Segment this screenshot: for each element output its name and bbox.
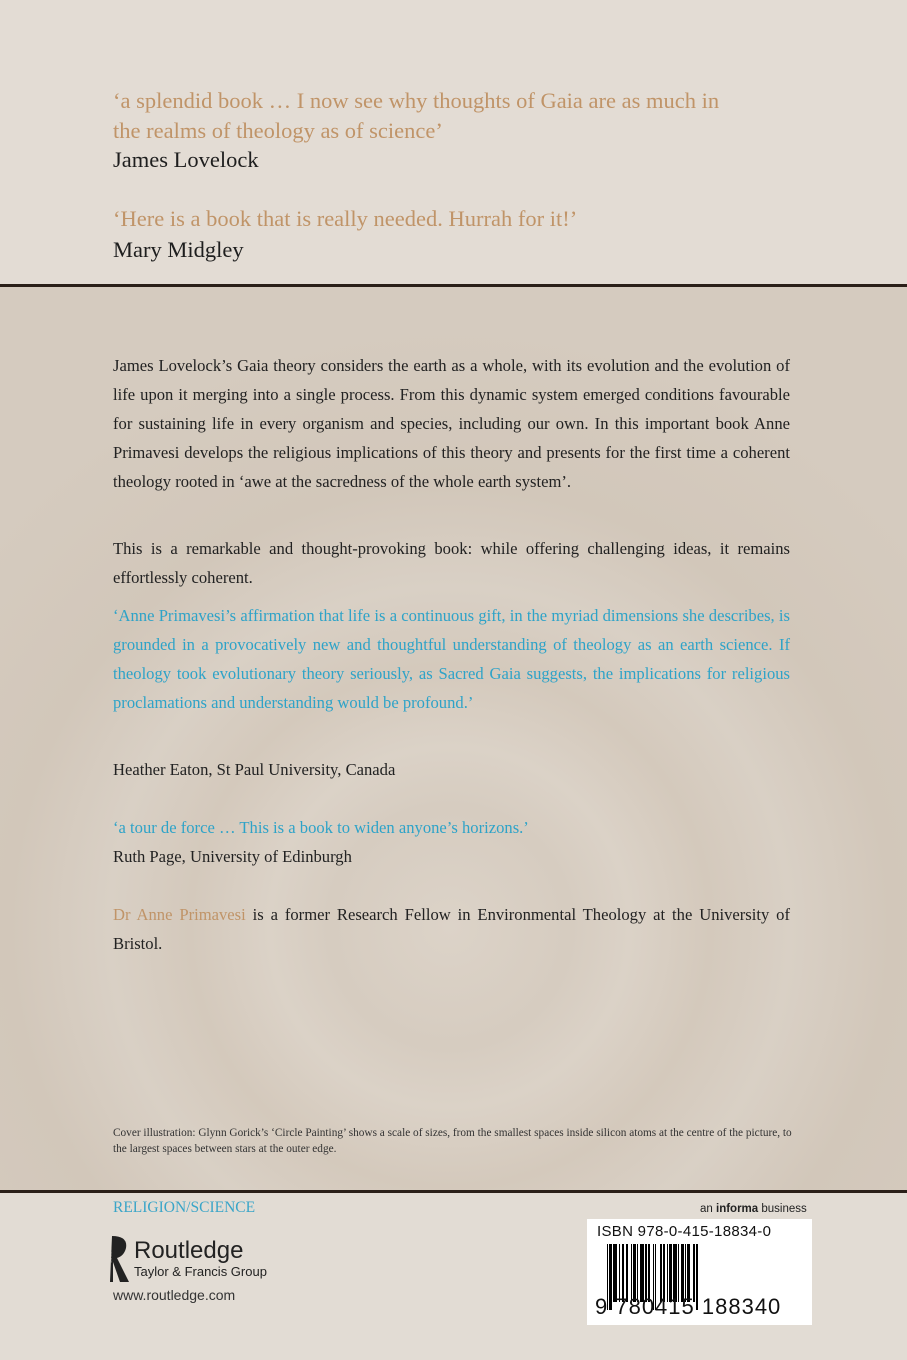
- endorsement-quote: ‘Here is a book that is really needed. Hurrah for it!’: [113, 206, 578, 231]
- endorsement-quote: ‘a splendid book … I now see why thoughts of Gaia are as much in the realms of theology as of science’: [113, 88, 720, 143]
- endorsement-author: Mary Midgley: [113, 237, 244, 262]
- publisher-url[interactable]: www.routledge.com: [113, 1287, 236, 1303]
- divider: [0, 1190, 907, 1193]
- review-quote: ‘a tour de force … This is a book to widen anyone’s horizons.’: [113, 818, 529, 837]
- endorsements-panel: [0, 0, 907, 284]
- isbn-barcode: [587, 1219, 812, 1325]
- publisher-group: Taylor & Francis Group: [134, 1263, 267, 1279]
- author-bio-text: is a former Research Fellow in Environmental Theology at the University of Bristol.: [113, 905, 790, 953]
- author-name: Dr Anne Primavesi: [113, 905, 246, 924]
- cover-credit: Cover illustration: Glynn Gorick’s ‘Circle Painting’ shows a scale of sizes, from the smallest spaces inside silicon atoms at the centre of the picture, to the largest spaces between stars at the outer edge.: [113, 1127, 792, 1155]
- author-bio: [113, 900, 790, 958]
- routledge-logo: [106, 1234, 267, 1282]
- informa-tagline: an informa business: [700, 1203, 807, 1215]
- routledge-r-icon: [106, 1234, 128, 1282]
- category-label: RELIGION/SCIENCE: [113, 1199, 256, 1216]
- review-author: Ruth Page, University of Edinburgh: [113, 847, 352, 866]
- review-author: Heather Eaton, St Paul University, Canada: [113, 760, 396, 779]
- description-paragraph: James Lovelock’s Gaia theory considers the earth as a whole, with its evolution and the evolution of life upon it merging into a single process. From this dynamic system emerged conditions favourable for sustaining life in every organism and species, including our own. In this important book Anne Primavesi develops the religious implications of this theory and presents for the first time a coherent theology rooted in ‘awe at the sacredness of the whole earth system’.: [113, 356, 790, 491]
- svg-text:ROUTLEDGE: ROUTLEDGE: [108, 1238, 113, 1263]
- isbn-text: ISBN 978-0-415-18834-0: [597, 1223, 772, 1240]
- description-paragraph: This is a remarkable and thought-provoking book: while offering challenging ideas, it remains effortlessly coherent.: [113, 539, 790, 587]
- review-quote: ‘Anne Primavesi’s affirmation that life is a continuous gift, in the myriad dimensions she describes, is grounded in a provocatively new and thoughtful understanding of theology as an earth science. If theology took evolutionary theory seriously, as Sacred Gaia suggests, the implications for religious proclamations and understanding would be profound.’: [113, 606, 790, 712]
- publisher-name: Routledge: [134, 1236, 244, 1264]
- barcode-digits: 9 780415 188340: [595, 1294, 782, 1319]
- endorsement-author: James Lovelock: [113, 147, 259, 172]
